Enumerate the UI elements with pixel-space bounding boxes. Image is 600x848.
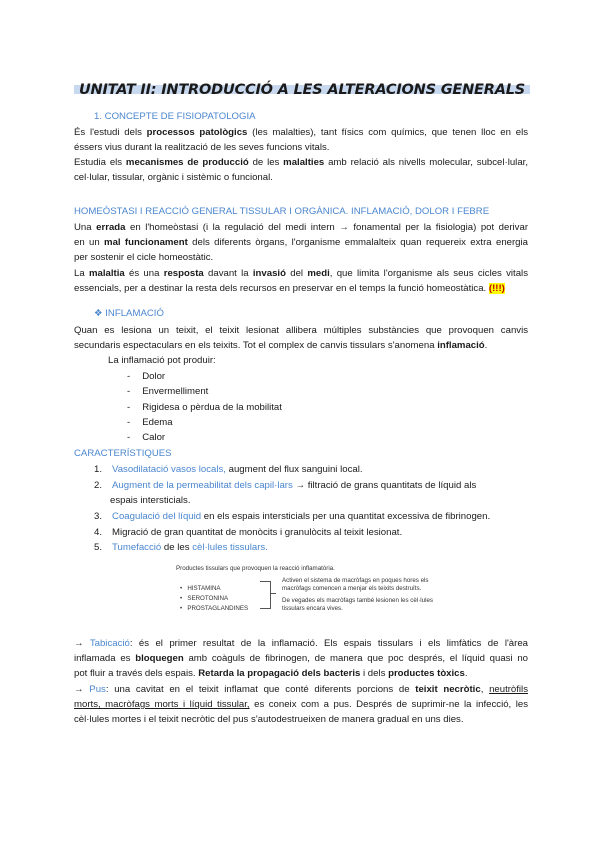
paragraph-line: Una errada en l'homeòstasi (i la regulació del medi intern → fonamental per la fisiologia) pot derivar <box>74 222 529 233</box>
paragraph-line: essencials, per a destinar la resta dels recursos en preservar en el temps la funció homeostàtica. (!!!) <box>74 283 505 294</box>
figure-list-item: • SEROTONINA <box>180 595 229 602</box>
numbered-item: 5. Tumefacció de les cèl·lules tissulars. <box>94 542 268 553</box>
figure-note: tissulars encara vives. <box>282 605 343 612</box>
figure-brace <box>260 581 271 609</box>
paragraph-line: éssers vius durant la realització de les seves funcions vitals. <box>74 142 330 153</box>
paragraph-line: → Tabicació: és el primer resultat de la inflamació. Els espais tissulars i els limfàtics de l'àrea <box>74 638 528 649</box>
paragraph-line: cèl·lules mortes i el teixit necròtic del pus s'autodestrueixen de manera gradual en uns dies. <box>74 714 464 725</box>
inflammatory-products-figure <box>176 565 433 615</box>
list-item: - Dolor <box>127 371 166 382</box>
subheading-inflamacio: ❖ INFLAMACIÓ <box>94 308 164 319</box>
list-item: - Envermelliment <box>127 386 209 397</box>
paragraph-line: Estudia els mecanismes de producció de les malalties amb relació als nivells molecular, subcel·lular, <box>74 157 528 168</box>
numbered-item: 3. Coagulació del líquid en els espais intersticials per una quantitat excessiva de fibrinogen. <box>94 511 491 522</box>
paragraph-line: cel·lular, tissular, orgànic i sistèmic o funcional. <box>74 172 273 183</box>
unit-title: UNITAT II: INTRODUCCIÓ A LES ALTERACIONS GENERALS <box>78 82 526 98</box>
paragraph-line: Quan es lesiona un teixit, el teixit lesionat allibera múltiples substàncies que provoquen canvis <box>74 325 528 336</box>
important-marker: (!!!) <box>488 283 505 294</box>
figure-caption: Productes tissulars que provoquen la reacció inflamatòria. <box>176 565 335 572</box>
paragraph-line: morts, macròfags morts i líquid tissular, es coneix com a pus. Després de suprimir-ne la infecció, les <box>74 699 529 710</box>
figure-list-item: • HISTAMINA <box>180 585 221 592</box>
paragraph-line: La malaltia és una resposta davant la invasió del medi, que limita l'organisme als seus cicles vitals <box>74 268 528 279</box>
unit-title-block <box>74 80 530 100</box>
numbered-item: 4. Migració de gran quantitat de monòcits i granulòcits al teixit lesionat. <box>94 527 403 538</box>
list-item: - Calor <box>127 432 166 443</box>
figure-note: De vegades els macròfags també lesionen les cèl·lules <box>282 597 433 604</box>
paragraph-line: → Pus: una cavitat en el teixit inflamat que conté diferents porcions de teixit necròtic, neutròfils <box>74 684 528 695</box>
figure-brace-tip <box>270 593 276 594</box>
paragraph-line: secundaris espectaculars en els teixits. Tot el complex de canvis tissulars s'anomena inflamació. <box>74 340 488 351</box>
list-item: - Rigidesa o pèrdua de la mobilitat <box>127 402 282 413</box>
list-item: - Edema <box>127 417 173 428</box>
numbered-item-continuation: espais intersticials. <box>110 495 191 506</box>
numbered-item: 1. Vasodilatació vasos locals, augment del flux sanguini local. <box>94 464 363 475</box>
figure-note: Activen el sistema de macròfags en poques hores els <box>282 577 429 584</box>
section-heading-fisiopatologia: 1. CONCEPTE DE FISIOPATOLOGIA <box>94 111 256 122</box>
paragraph-line: La inflamació pot produir: <box>108 355 216 366</box>
paragraph-line: És l'estudi dels processos patològics (les malalties), tant físics com químics, que tenen lloc en els <box>74 127 528 138</box>
paragraph-line: en un mal funcionament dels diferents òrgans, l'organisme emmalalteix quan requereix extra energia <box>74 237 528 248</box>
section-heading-homeostasi: HOMEÒSTASI I REACCIÓ GENERAL TISSULAR I ORGÀNICA. INFLAMACIÓ, DOLOR I FEBRE <box>74 206 490 217</box>
numbered-item: 2. Augment de la permeabilitat dels capil·lars → filtració de grans quantitats de líquid als <box>94 480 477 491</box>
paragraph-line: inflamada es bloquegen amb coàguls de fibrinogen, de manera que poc després, el líquid quasi no <box>74 653 529 664</box>
figure-note: macròfags comencen a menjar els teixits destruïts. <box>282 585 422 592</box>
section-heading-caracteristiques: CARACTERÍSTIQUES <box>74 448 172 459</box>
paragraph-line: per sostenir el cicle homeostàtic. <box>74 252 214 263</box>
paragraph-line: pot fluir a través dels espais. Retarda la propagació dels bacteris i dels productes tòxics. <box>74 668 468 679</box>
figure-list-item: • PROSTAGLANDINES <box>180 605 249 612</box>
